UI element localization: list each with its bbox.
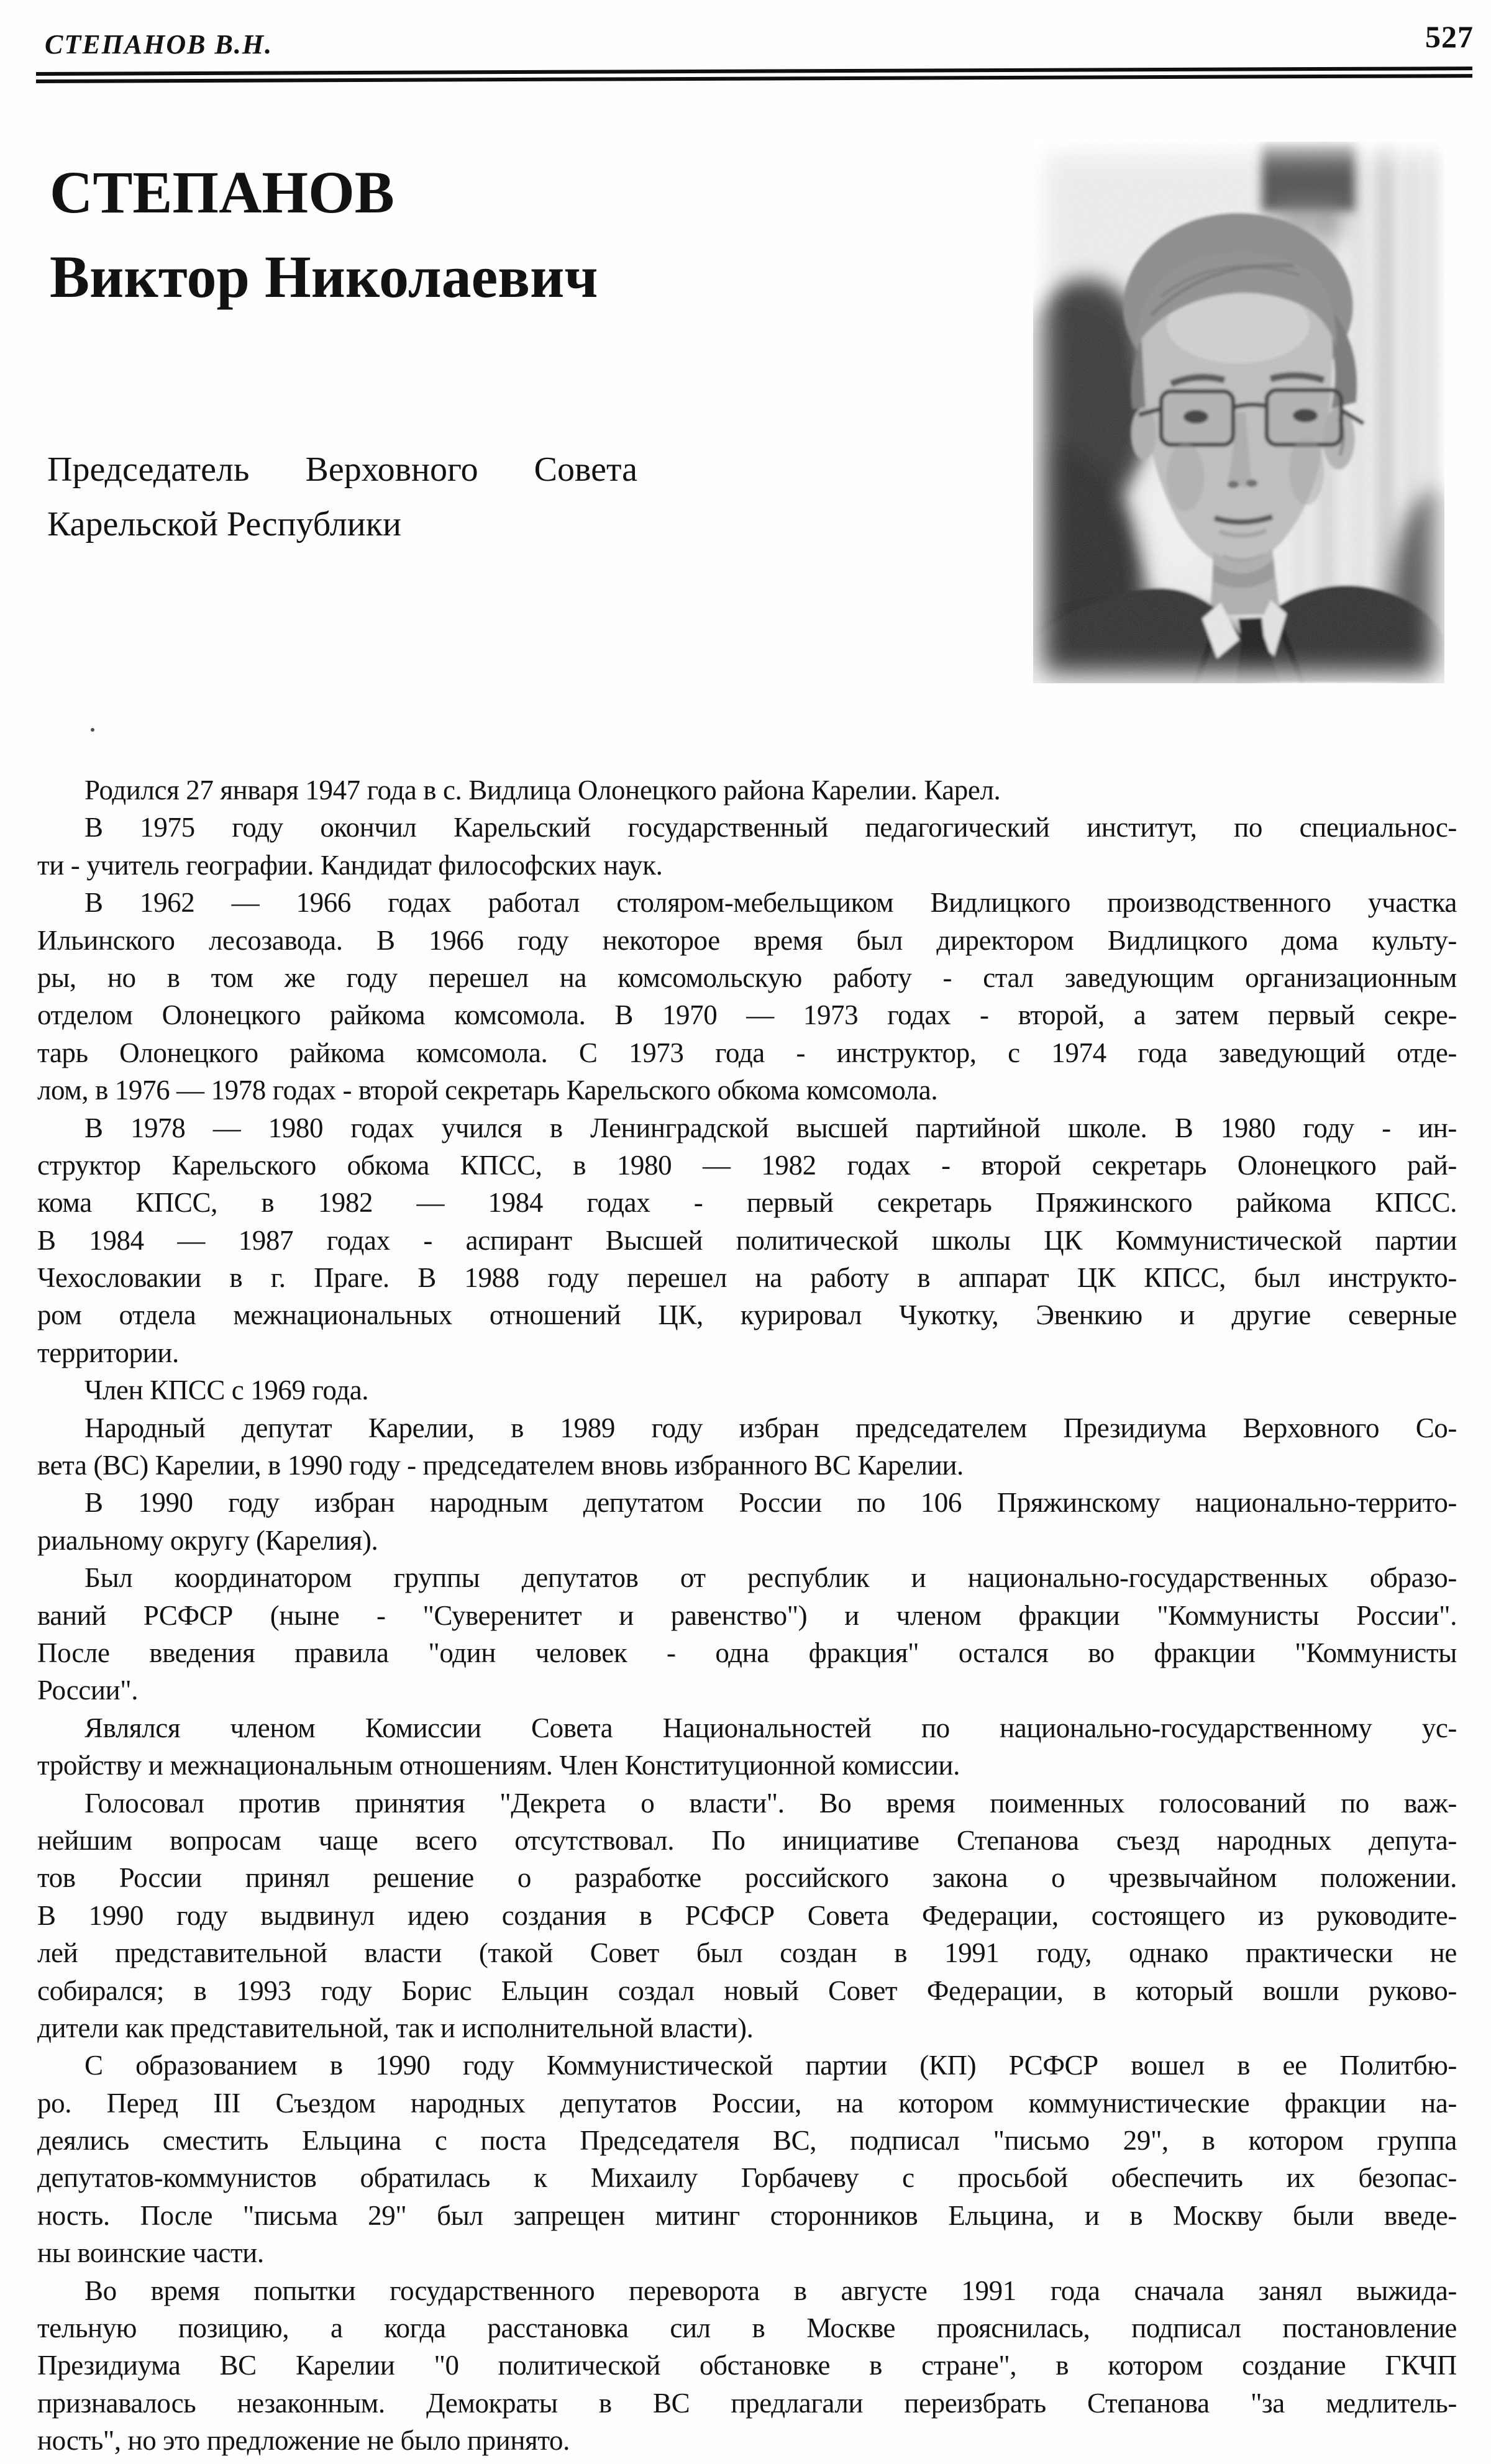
body-line: В 1990 году выдвинул идею создания в РСФСР Совета Федерации, состоящего из руководите- [37,1899,1457,1931]
body-line: деялись сместить Ельцина с поста Председателя ВС, подписал "письмо 29", в котором группа [37,2125,1457,2157]
page-number: 527 [1425,19,1474,54]
body-line: тельную позицию, а когда расстановка сил в Москве прояснилась, подписал постановление [37,2312,1457,2344]
body-line: депутатов-коммунистов обратилась к Михаилу Горбачеву с просьбой обеспечить их безопас- [37,2162,1457,2194]
entry-given-names: Виктор Николаевич [50,243,598,310]
body-line: тов России принял решение о разработке российского закона о чрезвычайном положении. [37,1862,1457,1894]
body-line: Ильинского лесозавода. В 1966 году некоторое время был директором Видлицкого дома культу- [37,924,1457,956]
body-line: В 1990 году избран народным депутатом России по 106 Пряжинскому национально-террито- [84,1487,1457,1519]
body-line: Родился 27 января 1947 года в с. Видлица Олонецкого района Карелии. Карел. [84,775,1001,806]
body-line: ти - учитель географии. Кандидат философских наук. [37,849,663,881]
body-line: признавалось незаконным. Демократы в ВС предлагали переизбрать Степанова "за медлитель- [37,2387,1457,2419]
biography-text [37,771,1457,2460]
portrait-photo-graphic [1033,142,1444,683]
body-line: собирался; в 1993 году Борис Ельцин создал новый Совет Федерации, в который вошли руково- [37,1975,1457,2006]
position-line: Председатель Верховного Совета [47,450,637,489]
body-line: вета (ВС) Карелии, в 1990 году - председателем вновь избранного ВС Карелии. [37,1450,964,1481]
position-line: Карельской Республики [47,505,401,543]
body-line: Чехословакии в г. Праге. В 1988 году перешел на работу в аппарат ЦК КПСС, был инструкто- [37,1262,1457,1294]
body-line: Был координатором группы депутатов от республик и национально-государственных образо- [84,1562,1457,1594]
running-header-title: СТЕПАНОВ В.Н. [45,29,273,60]
body-line: нейшим вопросам чаще всего отсутствовал. По инициативе Степанова съезд народных депута- [37,1824,1457,1856]
body-line: ром отдела межнациональных отношений ЦК, курировал Чукотку, Эвенкию и другие северные [37,1299,1457,1331]
body-line: ны воинские части. [37,2237,264,2269]
body-line: После введения правила "один человек - одна фракция" остался во фракции "Коммунисты [37,1637,1457,1668]
body-line: тарь Олонецкого райкома комсомола. С 1973 года - инструктор, с 1974 года заведующий отде- [37,1037,1457,1068]
body-line: С образованием в 1990 году Коммунистической партии (КП) РСФСР вошел в ее Политбю- [84,2050,1457,2081]
body-line: лом, в 1976 — 1978 годах - второй секретарь Карельского обкома комсомола. [37,1075,938,1106]
portrait-photo [1033,142,1444,683]
body-line: России". [37,1675,139,1706]
body-line: Голосовал против принятия "Декрета о власти". Во время поименных голосований по важ- [84,1787,1457,1819]
body-line: ро. Перед III Съездом народных депутатов России, на котором коммунистические фракции на- [37,2087,1457,2119]
body-line: риальному округу (Карелия). [37,1524,378,1556]
body-line: ваний РСФСР (ныне - "Суверенитет и равенство") и членом фракции "Коммунисты России". [37,1599,1457,1631]
body-line: В 1984 — 1987 годах - аспирант Высшей политической школы ЦК Коммунистической партии [37,1224,1457,1256]
body-line: В 1962 — 1966 годах работал столяром-мебельщиком Видлицкого производственного участка [84,887,1457,919]
body-line: ры, но в том же году перешел на комсомольскую работу - стал заведующим организационным [37,962,1457,993]
body-line: дители как представительной, так и исполнительной власти). [37,2012,754,2043]
entry-surname: СТЕПАНОВ [50,159,394,225]
body-line: тройству и межнациональным отношениям. Член Конституционной комиссии. [37,1750,960,1781]
scan-artifact-dot [91,728,94,732]
body-line: В 1975 году окончил Карельский государственный педагогический институт, по специальнос- [84,812,1457,843]
body-line: В 1978 — 1980 годах учился в Ленинградской высшей партийной школе. В 1980 году - ин- [84,1112,1457,1143]
body-line: Президиума ВС Карелии "0 политической обстановке в стране", в котором создание ГКЧП [37,2350,1457,2381]
body-line: Народный депутат Карелии, в 1989 году избран председателем Президиума Верховного Со- [84,1412,1457,1443]
body-line: территории. [37,1337,179,1368]
body-line: Являлся членом Комиссии Совета Национальностей по национально-государственному ус- [84,1712,1457,1743]
body-line: структор Карельского обкома КПСС, в 1980 — 1982 годах - второй секретарь Олонецкого рай- [37,1149,1457,1181]
body-line: ность. После "письма 29" был запрещен митинг сторонников Ельцина, и в Москву были введе- [37,2199,1457,2231]
header-double-rule [36,64,1472,88]
body-line: лей представительной власти (такой Совет был создан в 1991 году, однако практически не [37,1937,1457,1969]
body-line: кома КПСС, в 1982 — 1984 годах - первый секретарь Пряжинского райкома КПСС. [37,1187,1457,1219]
body-line: Во время попытки государственного переворота в августе 1991 года сначала занял выжида- [84,2275,1457,2306]
body-line: Член КПСС с 1969 года. [84,1375,369,1406]
body-line: отделом Олонецкого райкома комсомола. В 1970 — 1973 годах - второй, а затем первый секре- [37,999,1457,1031]
rule-line-bottom [36,74,1472,83]
entry-position [47,442,637,552]
body-line: ность", но это предложение не было принято. [37,2425,570,2457]
